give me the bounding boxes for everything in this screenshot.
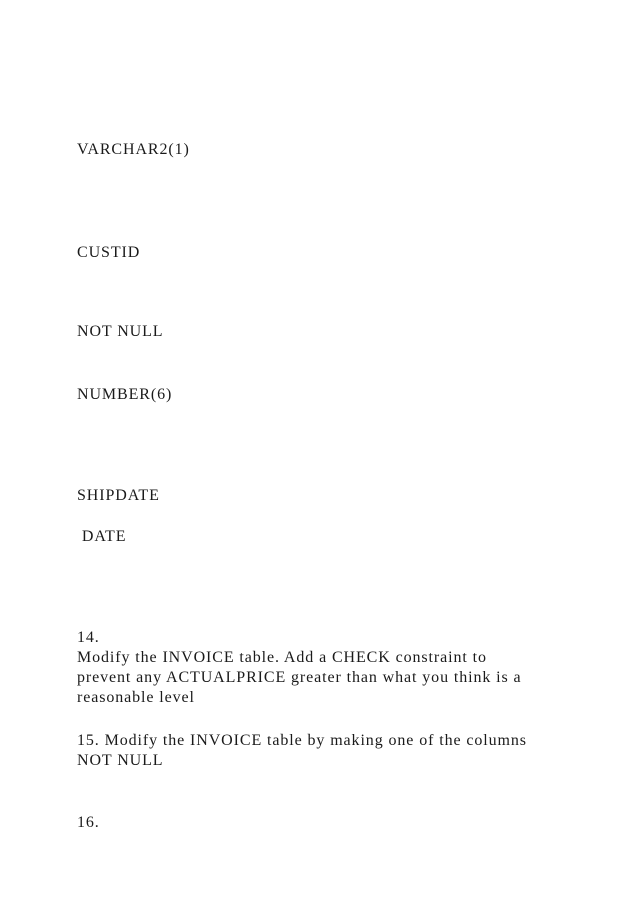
text-custid: CUSTID bbox=[77, 244, 141, 261]
text-date: DATE bbox=[77, 528, 127, 545]
question-14-number: 14. bbox=[77, 629, 100, 646]
text-not-null: NOT NULL bbox=[77, 323, 164, 340]
question-14-text: Modify the INVOICE table. Add a CHECK constraint to prevent any ACTUALPRICE greater than what you think is a reasonable level bbox=[77, 649, 522, 706]
question-15-text: 15. Modify the INVOICE table by making one of the columns NOT NULL bbox=[77, 732, 527, 769]
text-varchar2: VARCHAR2(1) bbox=[77, 141, 190, 158]
question-16-number: 16. bbox=[77, 814, 100, 831]
text-shipdate: SHIPDATE bbox=[77, 487, 160, 504]
text-number6: NUMBER(6) bbox=[77, 386, 173, 403]
